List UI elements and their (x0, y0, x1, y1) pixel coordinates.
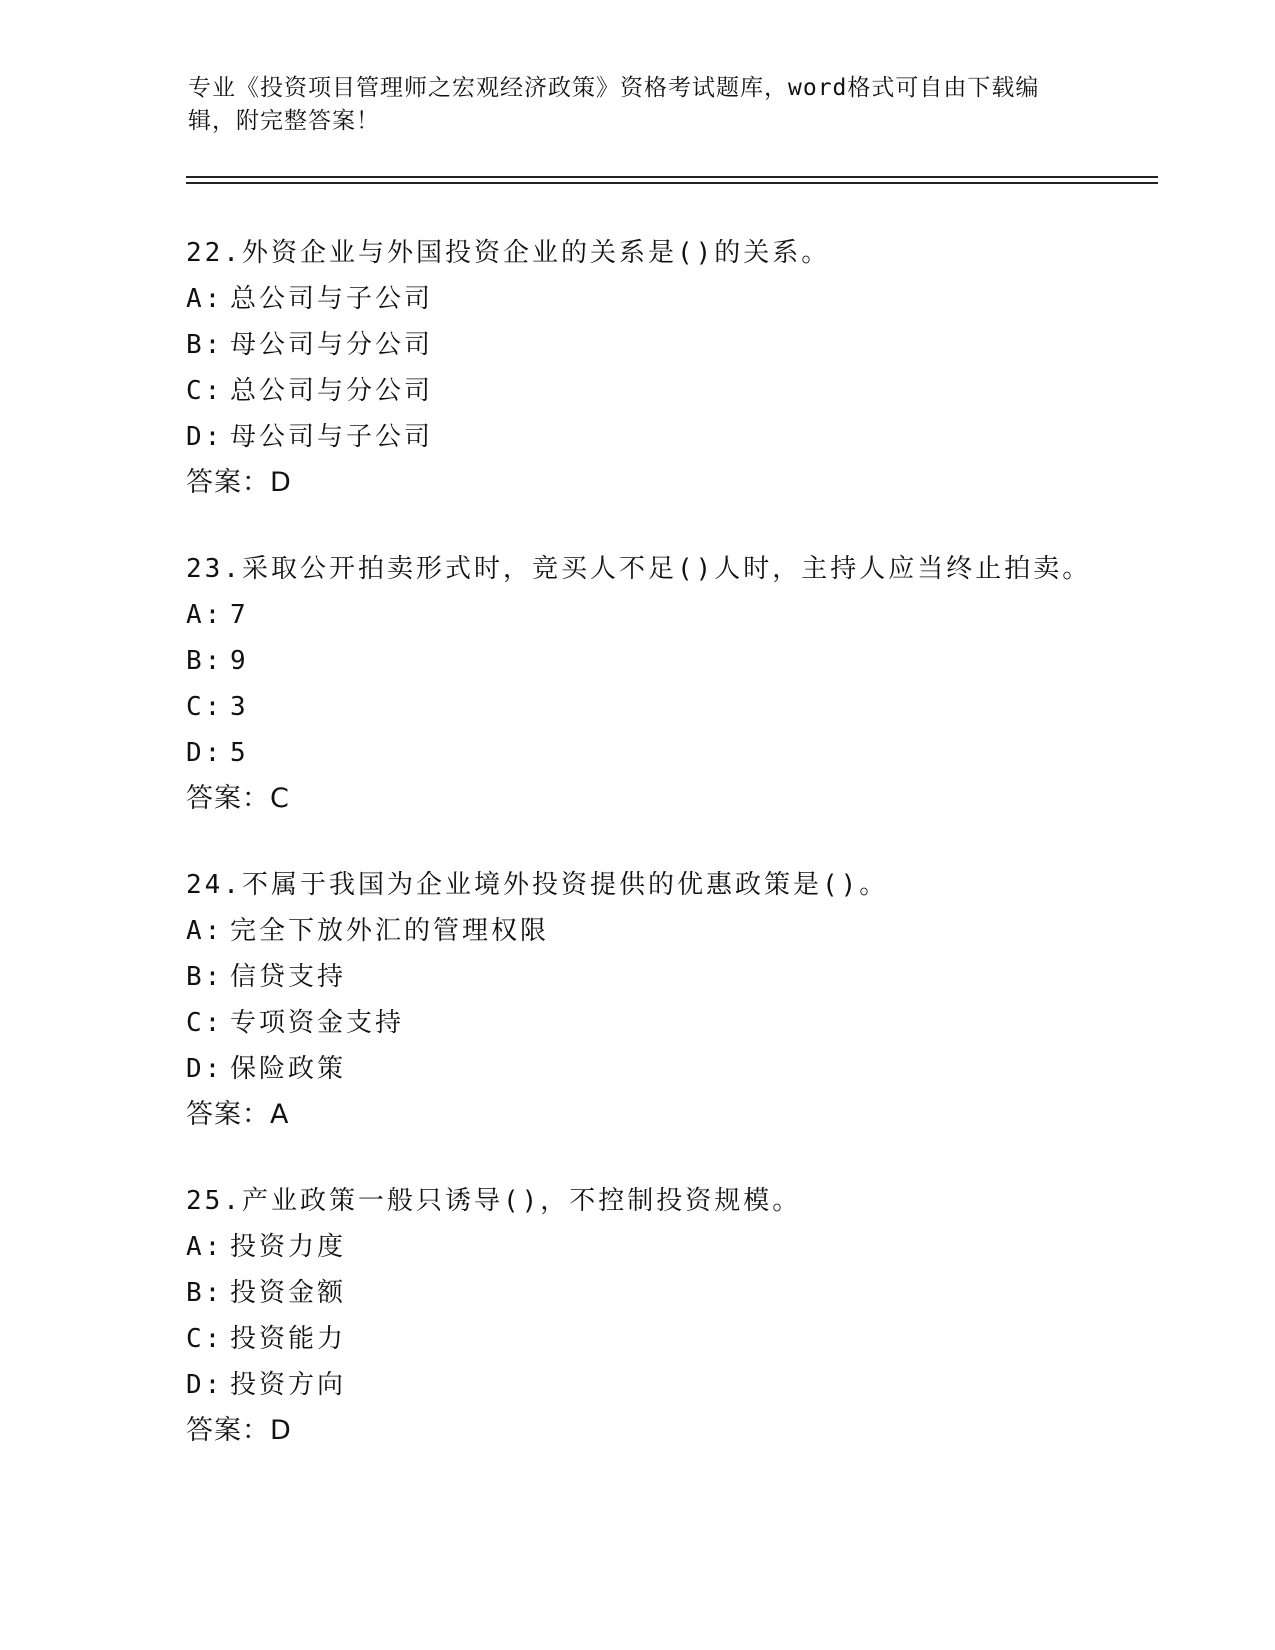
header-divider-top (186, 176, 1158, 178)
answer-text: 答案：A (186, 1099, 290, 1130)
option-c (186, 1316, 1126, 1362)
option-text: 投资力度 (230, 1232, 347, 1262)
option-label: A: (186, 600, 224, 630)
option-label: B: (186, 962, 224, 992)
question-block (186, 1178, 1126, 1454)
option-text: 9 (230, 646, 249, 676)
option-text: 5 (230, 738, 249, 768)
option-label: A: (186, 1232, 224, 1262)
option-label: C: (186, 376, 224, 406)
option-text: 7 (230, 600, 249, 630)
option-b (186, 1270, 1126, 1316)
answer-text: 答案：D (186, 467, 292, 498)
answer-text: 答案：C (186, 783, 290, 814)
option-label: B: (186, 1278, 224, 1308)
question-block (186, 546, 1126, 822)
option-text: 总公司与子公司 (230, 284, 434, 314)
option-label: C: (186, 692, 224, 722)
option-a (186, 592, 1126, 638)
option-text: 母公司与分公司 (230, 330, 434, 360)
option-text: 投资能力 (230, 1324, 347, 1354)
option-text: 保险政策 (230, 1054, 347, 1084)
question-block (186, 862, 1126, 1138)
option-label: D: (186, 1054, 224, 1084)
option-text: 完全下放外汇的管理权限 (230, 916, 550, 946)
option-text: 专项资金支持 (230, 1008, 405, 1038)
question-stem: 23.采取公开拍卖形式时，竞买人不足()人时，主持人应当终止拍卖。 (186, 554, 1092, 584)
option-label: B: (186, 330, 224, 360)
option-label: A: (186, 916, 224, 946)
option-a (186, 276, 1126, 322)
option-label: A: (186, 284, 224, 314)
option-label: D: (186, 422, 224, 452)
option-label: D: (186, 738, 224, 768)
option-c (186, 1000, 1126, 1046)
option-a (186, 1224, 1126, 1270)
option-b (186, 954, 1126, 1000)
option-label: D: (186, 1370, 224, 1400)
question-stem: 24.不属于我国为企业境外投资提供的优惠政策是()。 (186, 870, 889, 900)
answer-text: 答案：D (186, 1415, 292, 1446)
option-text: 投资方向 (230, 1370, 347, 1400)
option-text: 信贷支持 (230, 962, 347, 992)
header-divider-bottom (186, 182, 1158, 184)
question-block (186, 230, 1126, 506)
option-text: 总公司与分公司 (230, 376, 434, 406)
option-text: 母公司与子公司 (230, 422, 434, 452)
option-a (186, 908, 1126, 954)
question-stem: 25.产业政策一般只诱导()，不控制投资规模。 (186, 1186, 802, 1216)
option-d (186, 414, 1126, 460)
option-text: 3 (230, 692, 249, 722)
option-label: B: (186, 646, 224, 676)
option-label: C: (186, 1324, 224, 1354)
option-text: 投资金额 (230, 1278, 347, 1308)
intro-text: 专业《投资项目管理师之宏观经济政策》资格考试题库，word格式可自由下载编辑，附完整答案！ (188, 75, 1040, 134)
option-label: C: (186, 1008, 224, 1038)
option-b (186, 638, 1126, 684)
option-c (186, 368, 1126, 414)
option-d (186, 1046, 1126, 1092)
option-b (186, 322, 1126, 368)
question-stem: 22.外资企业与外国投资企业的关系是()的关系。 (186, 238, 831, 268)
option-d (186, 730, 1126, 776)
option-d (186, 1362, 1126, 1408)
option-c (186, 684, 1126, 730)
